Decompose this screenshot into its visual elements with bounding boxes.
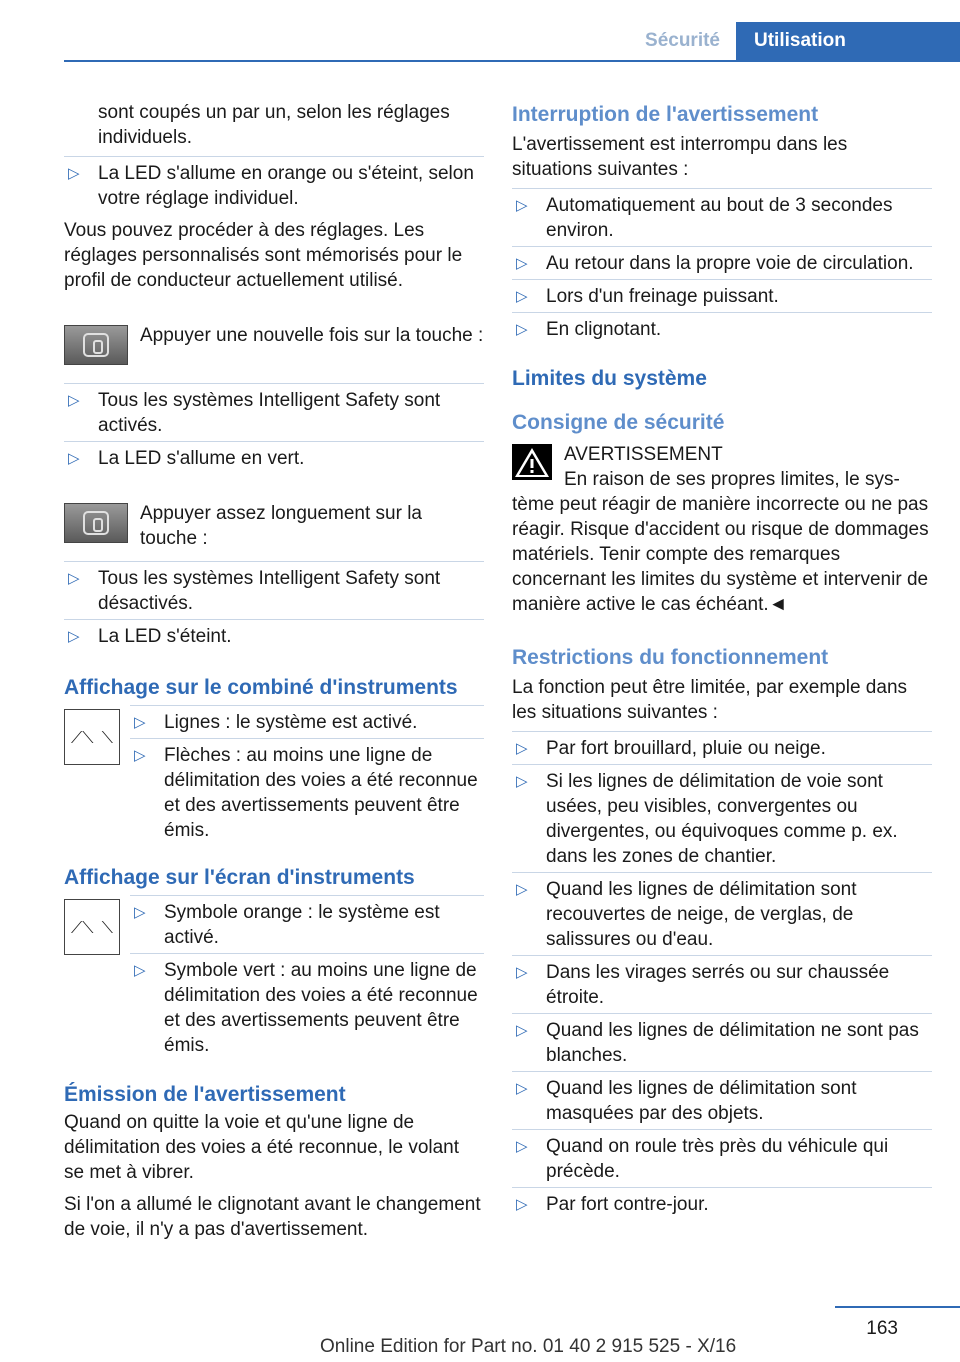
heading-affichage-combine: Affichage sur le combiné d'instruments — [64, 676, 458, 699]
triangle-right-icon: ▷ — [516, 881, 528, 898]
triangle-right-icon: ▷ — [134, 904, 146, 921]
warning-triangle-icon — [512, 444, 552, 480]
restrictions-paragraph: La fonction peut être limitée, par exemple dans les situations suivantes : — [512, 677, 908, 723]
warning-title: AVERTISSEMENT — [564, 444, 723, 465]
triangle-right-icon: ▷ — [134, 714, 146, 731]
intro-continuation: sont coupés un par un, selon les réglages individuels. — [98, 102, 450, 148]
led-bullet-list — [64, 160, 484, 211]
triangle-right-icon: ▷ — [516, 255, 528, 272]
warning-line: En raison de ses propres limites, le sys- — [564, 469, 900, 490]
warning-body: tème peut réagir de manière incorrecte ou ne pas réagir. Risque d'accident ou risque de dommages matériels. Tenir compte des remarques concernant les limites du système et intervenir de manière active le cas échéant.◄ — [512, 494, 929, 615]
list-item: ▷ Flèches : au moins une ligne de délimitation des voies a été reconnue et des avertissements peuvent être émis. — [130, 742, 484, 843]
triangle-right-icon: ▷ — [68, 165, 80, 182]
list-item: ▷ Symbole orange : le système est activé. — [130, 899, 484, 950]
list-item: ▷ Quand les lignes de délimitation sont masquées par des objets. — [512, 1075, 932, 1126]
list-item: ▷ Automatiquement au bout de 3 secondes environ. — [512, 192, 932, 243]
list-item: ▷ Symbole vert : au moins une ligne de délimitation des voies a été reconnue et des avertissements peuvent être émis. — [130, 957, 484, 1058]
footer-rule — [835, 1306, 960, 1308]
triangle-right-icon: ▷ — [134, 747, 146, 764]
triangle-right-icon: ▷ — [516, 321, 528, 338]
header-tab: Utilisation — [736, 22, 960, 60]
triangle-right-icon: ▷ — [516, 288, 528, 305]
heading-limites: Limites du système — [512, 367, 707, 390]
left-column — [64, 100, 484, 1249]
intelligent-safety-button-icon — [64, 325, 128, 365]
list-item: ▷ Si les lignes de délimitation de voie sont usées, peu visibles, convergentes ou divergentes, ou équivoques comme p. ex. dans les zones de chantier. — [512, 768, 932, 869]
list-item: ▷ Quand on roule très près du véhicule qui précède. — [512, 1133, 932, 1184]
intelligent-safety-button-icon — [64, 503, 128, 543]
list-item: ▷ La LED s'allume en orange ou s'éteint, selon votre réglage individuel. — [64, 160, 484, 211]
right-column — [512, 100, 932, 1224]
heading-emission: Émission de l'avertissement — [64, 1083, 346, 1106]
triangle-right-icon: ▷ — [68, 450, 80, 467]
combine-symbol-row — [64, 709, 484, 843]
list-item: ▷ La LED s'allume en vert. — [64, 445, 484, 471]
triangle-right-icon: ▷ — [68, 628, 80, 645]
triangle-right-icon: ▷ — [516, 1080, 528, 1097]
triangle-right-icon: ▷ — [516, 197, 528, 214]
triangle-right-icon: ▷ — [516, 1196, 528, 1213]
list-item: ▷ Par fort brouillard, pluie ou neige. — [512, 735, 932, 761]
triangle-right-icon: ▷ — [516, 1138, 528, 1155]
footer-edition: Online Edition for Part no. 01 40 2 915 525 - X/16 — [320, 1336, 737, 1357]
ecran-symbol-row — [64, 899, 484, 1058]
heading-restrictions: Restrictions du fonctionnement — [512, 646, 829, 669]
heading-affichage-ecran: Affichage sur l'écran d'instruments — [64, 866, 415, 889]
interruption-bullet-list — [512, 192, 932, 342]
list-item: ▷ Quand les lignes de délimitation ne sont pas blanches. — [512, 1017, 932, 1068]
lane-departure-icon: ⟋⟍ ⟍ — [64, 899, 120, 955]
triangle-right-icon: ▷ — [516, 773, 528, 790]
page-number: 163 — [866, 1318, 898, 1339]
triangle-right-icon: ▷ — [134, 962, 146, 979]
list-item: ▷ La LED s'éteint. — [64, 623, 484, 649]
triangle-right-icon: ▷ — [68, 392, 80, 409]
list-item: ▷ Lors d'un freinage puissant. — [512, 283, 932, 309]
triangle-right-icon: ▷ — [516, 1022, 528, 1039]
list-item: ▷ Tous les systèmes Intelligent Safety sont désactivés. — [64, 565, 484, 616]
triangle-right-icon: ▷ — [68, 570, 80, 587]
interruption-paragraph: L'avertissement est interrompu dans les situations suivantes : — [512, 134, 848, 180]
button-instruction-2 — [64, 501, 484, 555]
btn1-bullet-list — [64, 387, 484, 471]
button-instruction-1 — [64, 323, 484, 377]
list-item: ▷ Au retour dans la propre voie de circulation. — [512, 250, 932, 276]
button-instruction-text: Appuyer une nouvelle fois sur la touche : — [140, 325, 484, 346]
list-item: ▷ Lignes : le système est activé. — [130, 709, 484, 735]
list-item: ▷ Par fort contre-jour. — [512, 1191, 932, 1217]
page-header — [64, 24, 960, 62]
triangle-right-icon: ▷ — [516, 964, 528, 981]
settings-paragraph: Vous pouvez procéder à des réglages. Les réglages personnalisés sont mémorisés pour le profil de conducteur actuellement utilisé. — [64, 220, 463, 291]
lane-departure-icon: ⟋⟍ ⟍ — [64, 709, 120, 765]
btn2-bullet-list — [64, 565, 484, 649]
list-item: ▷ Dans les virages serrés ou sur chaussée étroite. — [512, 959, 932, 1010]
restrictions-bullet-list — [512, 735, 932, 1217]
list-item: ▷ En clignotant. — [512, 316, 932, 342]
button-instruction-text: Appuyer assez longuement sur la touche : — [140, 503, 422, 549]
heading-consigne: Consigne de sécurité — [512, 411, 725, 434]
triangle-right-icon: ▷ — [516, 740, 528, 757]
heading-interruption: Interruption de l'avertissement — [512, 103, 819, 126]
emission-paragraph-1: Quand on quitte la voie et qu'une ligne de délimitation des voies a été reconnue, le volant se met à vibrer. — [64, 1112, 460, 1183]
header-section: Sécurité — [645, 30, 720, 51]
emission-paragraph-2: Si l'on a allumé le clignotant avant le changement de voie, il n'y a pas d'avertissement. — [64, 1194, 481, 1240]
list-item: ▷ Quand les lignes de délimitation sont recouvertes de neige, de verglas, de salissures ou d'eau. — [512, 876, 932, 952]
list-item: ▷ Tous les systèmes Intelligent Safety sont activés. — [64, 387, 484, 438]
warning-block — [512, 442, 932, 492]
